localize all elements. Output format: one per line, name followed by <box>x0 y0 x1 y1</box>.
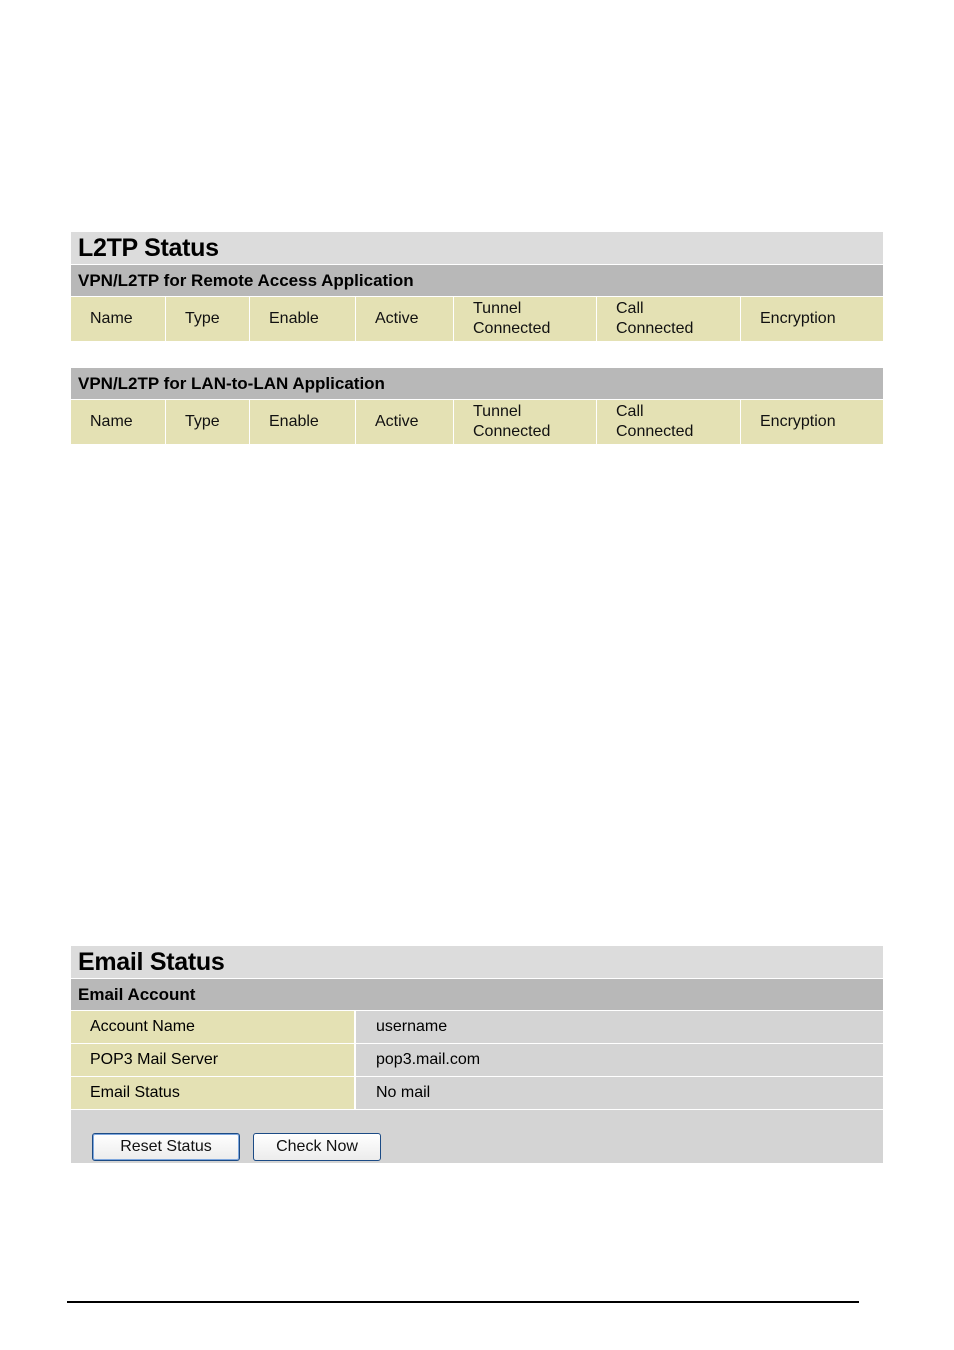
l2tp-status-panel <box>71 232 883 444</box>
column-tunnel-connected: Tunnel Connected <box>454 400 597 444</box>
email-status-row <box>71 1077 883 1110</box>
pop3-server-row <box>71 1044 883 1077</box>
account-name-row <box>71 1011 883 1044</box>
lan-to-lan-columns <box>71 400 883 444</box>
footer-rule <box>67 1301 859 1303</box>
column-type: Type <box>166 400 250 444</box>
remote-access-heading: VPN/L2TP for Remote Access Application <box>71 265 883 297</box>
remote-access-columns <box>71 297 883 341</box>
account-name-label: Account Name <box>71 1011 356 1043</box>
check-now-button[interactable]: Check Now <box>253 1133 381 1161</box>
account-name-value: username <box>356 1011 883 1043</box>
column-tunnel-connected: Tunnel Connected <box>454 297 597 341</box>
section-gap <box>71 341 883 368</box>
pop3-server-value: pop3.mail.com <box>356 1044 883 1076</box>
email-status-label: Email Status <box>71 1077 356 1109</box>
column-call-connected: Call Connected <box>597 400 741 444</box>
email-status-value: No mail <box>356 1077 883 1109</box>
column-enable: Enable <box>250 400 356 444</box>
column-active: Active <box>356 400 454 444</box>
column-encryption: Encryption <box>760 310 836 327</box>
button-bar <box>71 1110 883 1163</box>
pop3-server-label: POP3 Mail Server <box>71 1044 356 1076</box>
column-name: Name <box>71 297 166 341</box>
email-account-heading: Email Account <box>71 979 883 1011</box>
column-call-connected: Call Connected <box>597 297 741 341</box>
column-encryption: Encryption <box>760 413 836 430</box>
email-status-title: Email Status <box>71 946 883 979</box>
column-enable: Enable <box>250 297 356 341</box>
column-name: Name <box>71 400 166 444</box>
email-status-panel <box>71 946 883 1163</box>
lan-to-lan-heading: VPN/L2TP for LAN-to-LAN Application <box>71 368 883 400</box>
l2tp-status-title: L2TP Status <box>71 232 883 265</box>
column-type: Type <box>166 297 250 341</box>
column-active: Active <box>356 297 454 341</box>
reset-status-button[interactable]: Reset Status <box>92 1133 240 1161</box>
